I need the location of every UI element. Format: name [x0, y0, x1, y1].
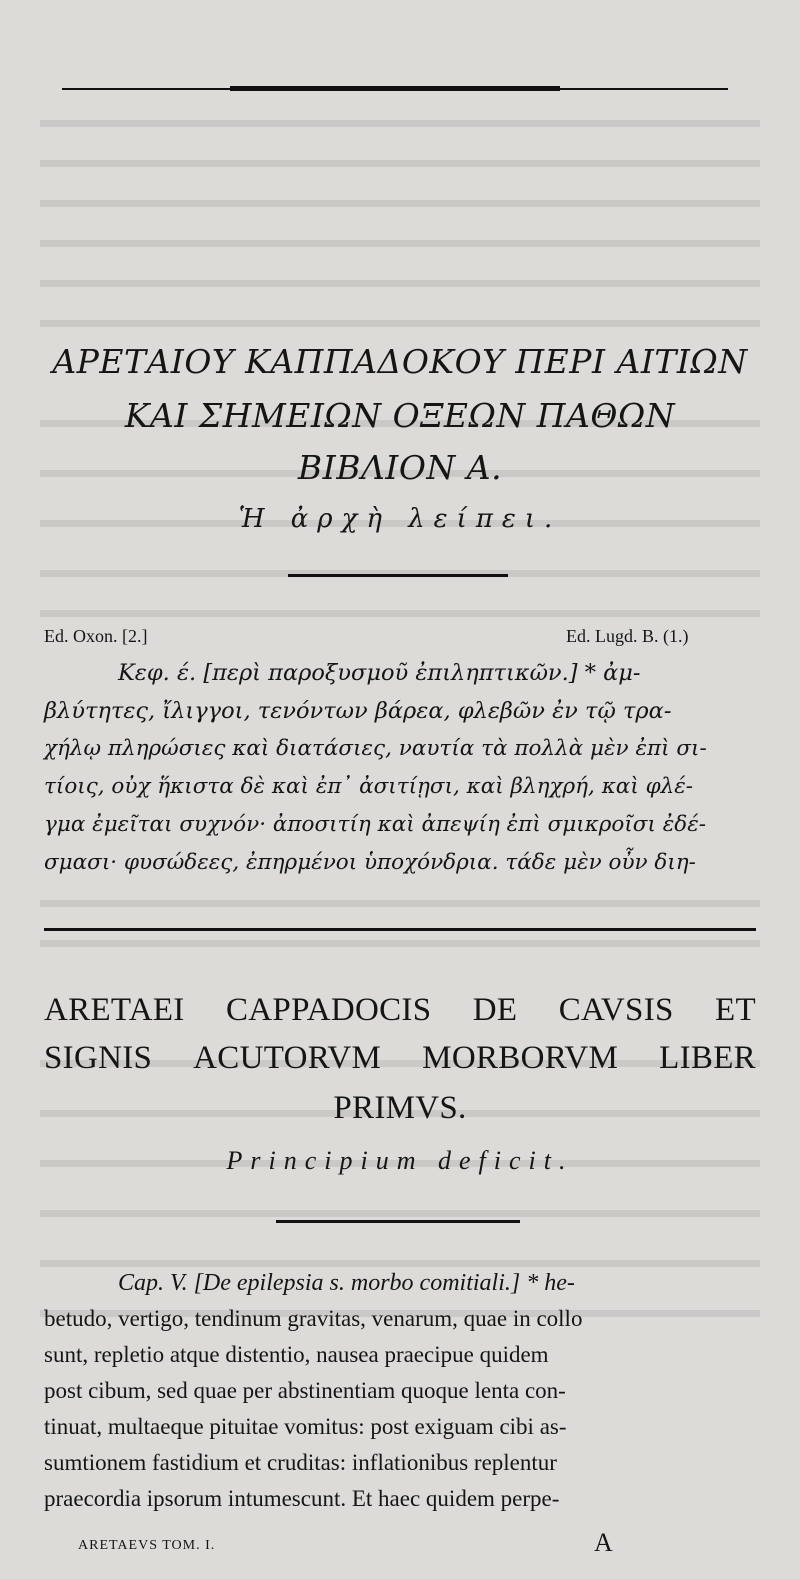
latin-title-line-1 [44, 992, 756, 1029]
greek-text-line: τίοις, οὐχ ἥκιστα δὲ καὶ ἐπ᾽ ἀσιτίῃσι, καὶ βληχρή, καὶ φλέ- [44, 774, 694, 799]
latin-title-line-3: PRIMVS. [333, 1090, 467, 1126]
greek-text-line: σμασι· φυσώδεες, ἐπηρμένοι ὑποχόνδρια. τάδε μὲν οὖν διη- [44, 850, 696, 875]
greek-subtitle: Ἡ ἀρχὴ λείπει. [238, 504, 562, 534]
latin-title-word: ACUTORVM [193, 1040, 382, 1076]
top-rule-thick [230, 86, 560, 91]
greek-title-line-3: ΒΙΒΛΙΟΝ Α. [297, 448, 503, 487]
latin-title-word: CAVSIS [558, 992, 674, 1028]
greek-title-line-1: ΑΡΕΤΑΙΟΥ ΚΑΠΠΑΔΟΚΟΥ ΠΕΡΙ ΑΙΤΙΩΝ [52, 342, 748, 381]
latin-title-separator [276, 1220, 520, 1223]
latin-text-line: post cibum, sed quae per abstinentiam quoque lenta con- [44, 1378, 566, 1403]
greek-text-line: χήλῳ πληρώσιες καὶ διατάσιες, ναυτία τὰ πολλὰ μὲν ἐπὶ σι- [44, 736, 707, 761]
latin-title-word: LIBER [659, 1040, 756, 1076]
edition-ref-oxford: Ed. Oxon. [2.] [44, 626, 148, 646]
latin-title-word: MORBORVM [422, 1040, 619, 1076]
latin-text-line: praecordia ipsorum intumescunt. Et haec quidem perpe- [44, 1486, 560, 1511]
footer-sheet-mark: A [594, 1528, 613, 1557]
latin-title-word: ET [715, 992, 756, 1028]
latin-title-word: ARETAEI [44, 992, 185, 1028]
greek-title-line-2: ΚΑΙ ΣΗΜΕΙΩΝ ΟΞΕΩΝ ΠΑΘΩΝ [124, 396, 676, 435]
latin-text-line: tinuat, multaeque pituitae vomitus: post exiguam cibi as- [44, 1414, 567, 1439]
latin-text-line: sunt, repletio atque distentio, nausea praecipue quidem [44, 1342, 549, 1367]
footer-signature: ARETAEVS TOM. I. [78, 1538, 216, 1553]
latin-title-word: CAPPADOCIS [225, 992, 432, 1028]
latin-subtitle: Principium deficit. [226, 1146, 574, 1175]
latin-text-line: betudo, vertigo, tendinum gravitas, venarum, quae in collo [44, 1306, 583, 1331]
greek-text-line: βλύτητες, ἴλιγγοι, τενόντων βάρεα, φλεβῶν ἐν τῷ τρα- [44, 698, 672, 724]
latin-text-line: sumtionem fastidium et cruditas: inflationibus replentur [44, 1450, 557, 1475]
latin-title-line-2 [44, 1040, 756, 1077]
latin-text-line: Cap. V. [De epilepsia s. morbo comitiali.] * he- [118, 1270, 575, 1296]
edition-ref-leiden: Ed. Lugd. B. (1.) [566, 626, 689, 646]
latin-title-word: DE [472, 992, 518, 1028]
greek-text-line: Κεφ. έ. [περὶ παροξυσμοῦ ἐπιληπτικῶν.] * ἀμ- [118, 660, 641, 686]
section-divider [44, 928, 756, 931]
latin-title-word: SIGNIS [44, 1040, 153, 1076]
greek-text-line: γμα ἐμεῖται συχνόν· ἀποσιτίη καὶ ἀπεψίη ἐπὶ σμικροῖσι ἐδέ- [44, 812, 707, 837]
greek-title-separator [288, 574, 508, 577]
